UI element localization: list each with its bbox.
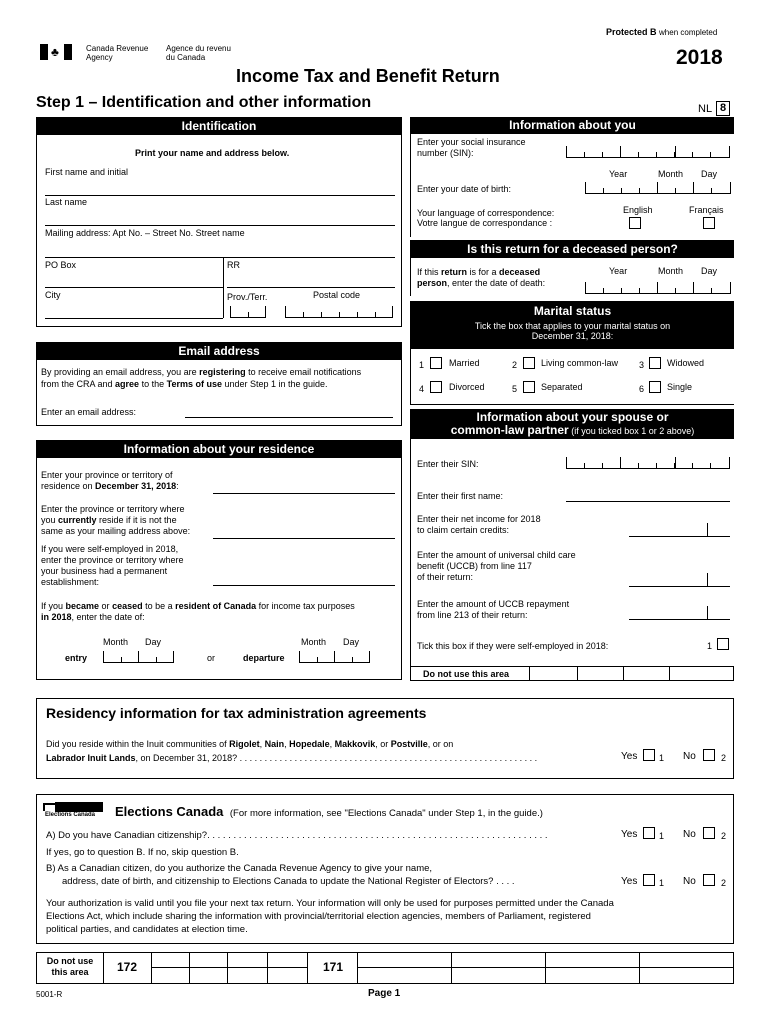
about-you-section: Information about you Enter your social insurance number (SIN): Year Month Day Enter your date of birth: Your language of correspondence: Votre langue de correspondance : English Français bbox=[410, 117, 734, 237]
authorize-yes-checkbox[interactable] bbox=[643, 874, 655, 886]
agency-name-en: Canada Revenue Agency bbox=[86, 44, 149, 62]
email-section bbox=[36, 342, 402, 426]
spouse-uccb-repayment-field[interactable] bbox=[629, 606, 730, 620]
departure-month-field[interactable] bbox=[299, 651, 335, 663]
identification-section bbox=[36, 117, 402, 327]
deceased-heading: Is this return for a deceased person? bbox=[411, 240, 734, 258]
divorced-checkbox[interactable] bbox=[430, 381, 442, 393]
english-checkbox[interactable] bbox=[629, 217, 641, 229]
current-province-field[interactable] bbox=[213, 526, 395, 539]
postal-code-label: Postal code bbox=[313, 290, 361, 300]
marital-heading: Marital status Tick the box that applies to your marital status on December 31, 2018: bbox=[411, 301, 734, 349]
rr-field[interactable] bbox=[227, 274, 395, 288]
common-law-checkbox[interactable] bbox=[523, 357, 535, 369]
last-name-field[interactable] bbox=[45, 212, 395, 226]
entry-day-field[interactable] bbox=[138, 651, 174, 663]
email-label: Enter an email address: bbox=[41, 407, 137, 417]
spouse-uccb-field[interactable] bbox=[629, 573, 730, 587]
elections-section: Elections Canada Elections Canada (For more information, see "Elections Canada" under Step 1, in the guide.) A) Do you have Canadian citizenship?. . . . . . . . . . . . . . . . . . . . . . . . . . . . . . . . . . . . . . . . . . . . . . . . . . . . . . . . . . . . . . . . . Yes 1 No 2 If yes, go to question B. If no, skip question B. B) As a Canadian citizen, do you authorize the Canada Revenue Agency to give your name, address, date of birth, and citizenship to Elections Canada to update the National Register of Electors? . . . . Yes 1 No 2 Your authorization is valid until you file your next tax return. Your information will only be used for purposes permitted under the Canada Elections Act, which include sharing the information with provincial/territorial election agencies, members of Parliament, registered political parties, and candidates at election time. bbox=[36, 794, 734, 944]
residency-section: Residency information for tax administration agreements Did you reside within the Inuit communities of Rigolet, Nain, Hopedale, Makkovik, or Postville, or on Labrador Inuit Lands, on December 31, 2018? . . . . . . . . . . . . . . . . . . . . . . . . . . . . . . . . . . . . . . . . . . . . . . . . . . . . . . . . . . . . Yes 1 No 2 bbox=[36, 698, 734, 779]
francais-checkbox[interactable] bbox=[703, 217, 715, 229]
form-title: Income Tax and Benefit Return bbox=[236, 66, 500, 86]
marital-section: Marital status Tick the box that applies to your marital status on December 31, 2018: 1 Married 2 Living common-law 3 Widowed 4 Divorced 5 Separated 6 Single bbox=[410, 301, 734, 405]
first-name-label: First name and initial bbox=[45, 167, 129, 177]
dob-field[interactable] bbox=[585, 182, 731, 194]
tax-year: 2018 bbox=[676, 46, 723, 69]
step-title: Step 1 – Identification and other information bbox=[36, 94, 372, 111]
spouse-self-employed-checkbox[interactable] bbox=[717, 638, 729, 650]
date-of-death-field[interactable] bbox=[585, 282, 731, 294]
inuit-yes-checkbox[interactable] bbox=[643, 749, 655, 761]
code-171: 171 bbox=[323, 960, 344, 974]
departure-day-field[interactable] bbox=[334, 651, 370, 663]
about-you-heading: Information about you bbox=[411, 117, 734, 134]
page-number-box: 8 bbox=[716, 101, 730, 116]
dob-label: Enter your date of birth: bbox=[417, 184, 512, 194]
residence-section: Information about your residence Enter your province or territory of residence on December 31, 2018: Enter the province or territory where you currently reside if it is not the same as your mailing address above: If you were self-employed in 2018, enter the province or territory where your business had a permanent establishment: If you became or ceased to be a resident of Canada for income tax purposes in 2018, enter the date of: Month Day entry or Month Day departure bbox=[36, 440, 402, 680]
inuit-no-checkbox[interactable] bbox=[703, 749, 715, 761]
residence-heading: Information about your residence bbox=[37, 441, 401, 458]
identification-instruction: Print your name and address below. bbox=[135, 148, 290, 158]
single-checkbox[interactable] bbox=[649, 381, 661, 393]
rr-label: RR bbox=[227, 260, 240, 270]
form-id: 5001-R bbox=[36, 990, 63, 999]
first-name-field[interactable] bbox=[45, 182, 395, 196]
po-box-field[interactable] bbox=[45, 274, 223, 288]
elections-heading: Elections Canada bbox=[115, 804, 224, 819]
married-checkbox[interactable] bbox=[430, 357, 442, 369]
citizenship-yes-checkbox[interactable] bbox=[643, 827, 655, 839]
mailing-address-field[interactable] bbox=[45, 244, 395, 258]
elections-authorization-text: Your authorization is valid until you file your next tax return. Your information will only be used for purposes permitted under the Canada Elections Act, which include sharing the information with provincial/territorial election agencies, members of Parliament, registered political parties, and candidates at election time. bbox=[46, 898, 614, 935]
authorize-no-checkbox[interactable] bbox=[703, 874, 715, 886]
spouse-section: Information about your spouse or common-law partner (if you ticked box 1 or 2 above) Enter their SIN: Enter their first name: Enter their net income for 2018 to claim certain credits: Enter the amount of universal child care benefit (UCCB) from line 117 of their return: Enter the amount of UCCB repayment from line 213 of their return: Tick this box if they were self-employed in 2018: 1 bbox=[410, 409, 734, 681]
do-not-use-area-right: Do not use this area bbox=[410, 666, 734, 681]
spouse-heading: Information about your spouse or common-law partner (if you ticked box 1 or 2 above) bbox=[411, 409, 734, 439]
citizenship-no-checkbox[interactable] bbox=[703, 827, 715, 839]
widowed-checkbox[interactable] bbox=[649, 357, 661, 369]
entry-month-field[interactable] bbox=[103, 651, 139, 663]
elections-canada-logo: Elections Canada bbox=[43, 801, 109, 819]
spouse-net-income-field[interactable] bbox=[629, 523, 730, 537]
email-field[interactable] bbox=[185, 405, 393, 418]
email-consent-text: By providing an email address, you are registering to receive email notifications from the CRA and agree to the Terms of use under Step 1 in the guide. bbox=[41, 367, 362, 389]
business-province-field[interactable] bbox=[213, 573, 395, 586]
po-box-label: PO Box bbox=[45, 260, 77, 270]
email-heading: Email address bbox=[37, 343, 401, 360]
code-172: 172 bbox=[117, 960, 138, 974]
postal-code-field[interactable] bbox=[285, 306, 393, 318]
separated-checkbox[interactable] bbox=[523, 381, 535, 393]
page-number: Page 1 bbox=[368, 988, 401, 999]
prov-terr-label: Prov./Terr. bbox=[227, 292, 268, 302]
prov-terr-field[interactable] bbox=[230, 306, 266, 318]
agency-name-fr: Agence du revenu du Canada bbox=[166, 44, 231, 62]
protected-label: Protected B when completed bbox=[606, 27, 718, 37]
deceased-section: Is this return for a deceased person? Year Month Day If this return is for a deceased person, enter the date of death: bbox=[410, 240, 734, 296]
residence-province-field[interactable] bbox=[213, 481, 395, 494]
identification-heading: Identification bbox=[37, 118, 401, 135]
spouse-sin-field[interactable] bbox=[566, 457, 730, 469]
mailing-address-label: Mailing address: Apt No. – Street No. Street name bbox=[45, 228, 245, 238]
sin-field[interactable] bbox=[566, 146, 730, 158]
city-field[interactable] bbox=[45, 305, 223, 319]
canada-flag-icon: ♣ bbox=[40, 44, 72, 60]
residency-heading: Residency information for tax administration agreements bbox=[46, 705, 427, 721]
spouse-first-name-field[interactable] bbox=[566, 489, 730, 502]
city-label: City bbox=[45, 290, 61, 300]
last-name-label: Last name bbox=[45, 197, 88, 207]
province-code: NL bbox=[698, 103, 713, 115]
do-not-use-area-bottom: Do not use this area 172 171 bbox=[36, 952, 734, 984]
